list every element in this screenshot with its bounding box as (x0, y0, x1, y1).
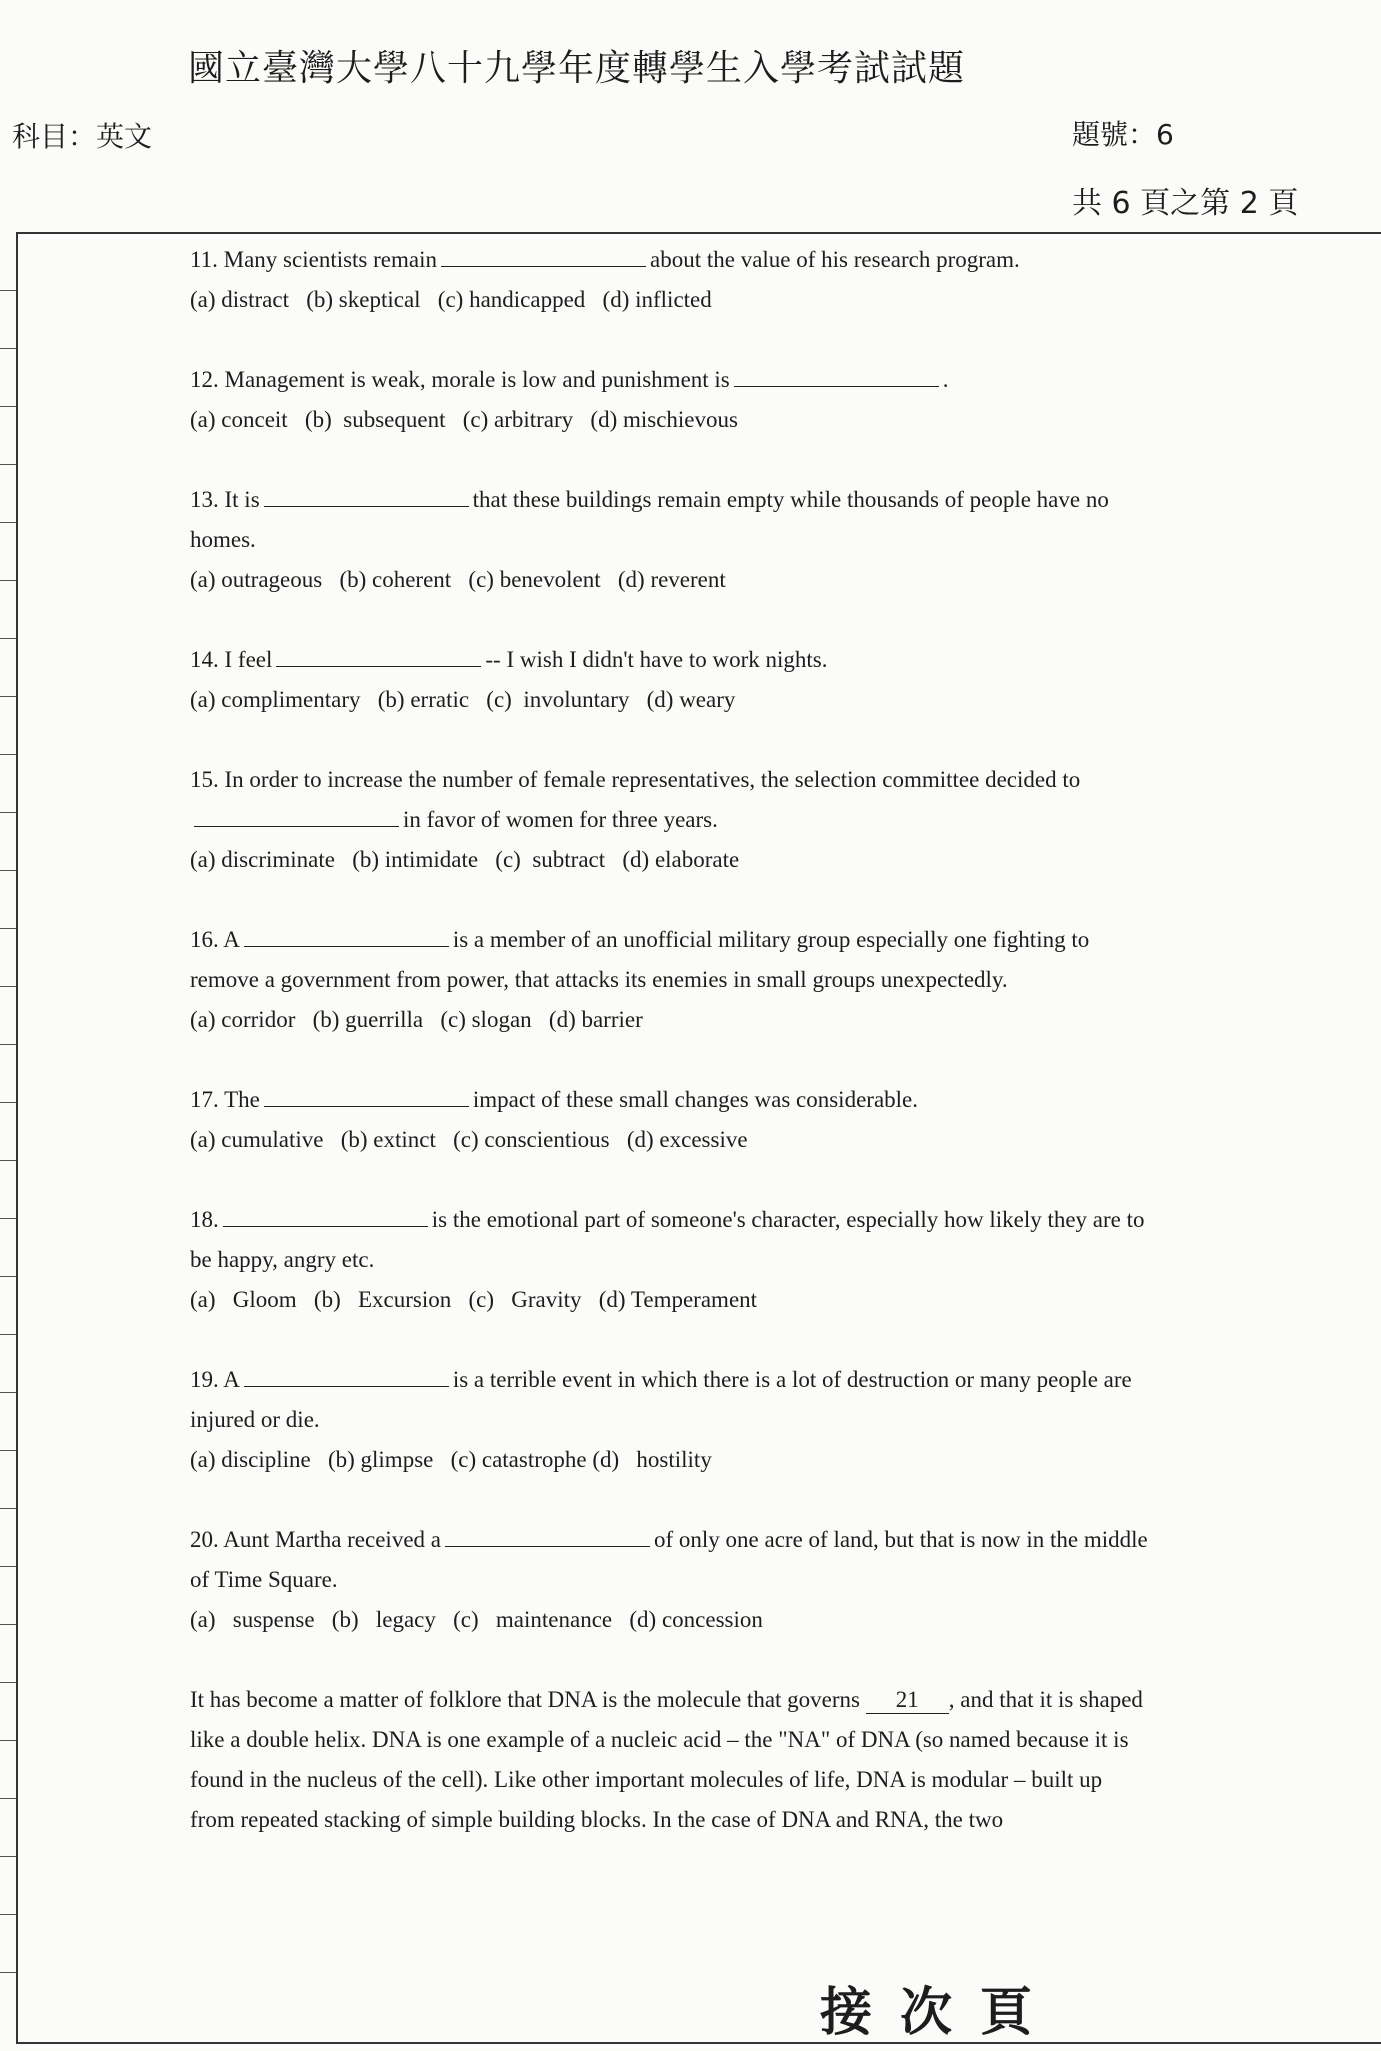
options: (a) complimentary (b) erratic (c) involuntary (d) weary (190, 687, 736, 712)
exam-title: 國立臺灣大學八十九學年度轉學生入學考試試題 (188, 48, 966, 89)
question-19 (190, 1360, 1150, 1480)
question-14 (190, 640, 1150, 720)
subject-label: 科目：英文 (12, 120, 153, 153)
options: (a) conceit (b) subsequent (c) arbitrary (d) mischievous (190, 407, 738, 432)
answer-blank (445, 1524, 650, 1547)
question-number-label: 題號：6 (1072, 118, 1174, 151)
questions-area (190, 240, 1150, 1840)
options: (a) cumulative (b) extinct (c) conscientious (d) excessive (190, 1127, 748, 1152)
margin-ticks (0, 232, 16, 2044)
stem-before: 19. A (190, 1367, 240, 1392)
passage-before: It has become a matter of folklore that DNA is the molecule that governs (190, 1687, 860, 1712)
stem-after: is a member of an unofficial military group especially one fighting to remove a government from power, that attacks its enemies in small groups unexpectedly. (190, 927, 1090, 992)
stem-after: about the value of his research program. (650, 247, 1020, 272)
stem-after: in favor of women for three years. (403, 807, 718, 832)
options: (a) outrageous (b) coherent (c) benevolent (d) reverent (190, 567, 726, 592)
stem-after: -- I wish I didn't have to work nights. (485, 647, 828, 672)
question-13 (190, 480, 1150, 600)
stem-before: 15. In order to increase the number of female representatives, the selection committee decided to (190, 767, 1081, 792)
stem-before: 11. Many scientists remain (190, 247, 437, 272)
answer-blank (223, 1204, 428, 1227)
stem-before: 20. Aunt Martha received a (190, 1527, 441, 1552)
options: (a) Gloom (b) Excursion (c) Gravity (d) Temperament (190, 1287, 758, 1312)
answer-blank (264, 1084, 469, 1107)
stem-before: 13. It is (190, 487, 260, 512)
question-11 (190, 240, 1150, 320)
answer-blank (276, 644, 481, 667)
answer-blank (734, 364, 939, 387)
answer-blank (194, 804, 399, 827)
stem-after: . (942, 367, 949, 392)
stem-before: 12. Management is weak, morale is low and punishment is (190, 367, 730, 392)
answer-blank (244, 924, 449, 947)
stem-after: is the emotional part of someone's character, especially how likely they are to be happy, angry etc. (190, 1207, 1145, 1272)
answer-blank (264, 484, 469, 507)
stem-after: impact of these small changes was considerable. (472, 1087, 918, 1112)
stem-after: is a terrible event in which there is a lot of destruction or many people are injured or die. (190, 1367, 1132, 1432)
passage-after: , and that it is shaped like a double helix. DNA is one example of a nucleic acid – the "NA" of DNA (so named because it is found in the nucleus of the cell). Like other important molecules of life, DNA is modular – built up from repeated stacking of simple building blocks. In the case of DNA and RNA, the two (190, 1687, 1143, 1832)
stem-before: 18. (190, 1207, 219, 1232)
stem-before: 16. A (190, 927, 240, 952)
passage-blank-21: 21 (866, 1687, 949, 1714)
question-20 (190, 1520, 1150, 1640)
question-15 (190, 760, 1150, 880)
options: (a) distract (b) skeptical (c) handicapped (d) inflicted (190, 287, 712, 312)
page-info: 共 6 頁之第 2 頁 (1072, 186, 1299, 221)
stem-before: 17. The (190, 1087, 260, 1112)
reading-passage (190, 1680, 1150, 1840)
question-16 (190, 920, 1150, 1040)
options: (a) discipline (b) glimpse (c) catastrophe (d) hostility (190, 1447, 712, 1472)
answer-blank (441, 244, 646, 267)
question-18 (190, 1200, 1150, 1320)
question-12 (190, 360, 1150, 440)
options: (a) discriminate (b) intimidate (c) subtract (d) elaborate (190, 847, 740, 872)
next-page-stamp: 接次頁 (820, 1982, 1061, 2043)
answer-blank (244, 1364, 449, 1387)
stem-before: 14. I feel (190, 647, 273, 672)
question-17 (190, 1080, 1150, 1160)
stem-after: of only one acre of land, but that is now in the middle of Time Square. (190, 1527, 1148, 1592)
options: (a) corridor (b) guerrilla (c) slogan (d) barrier (190, 1007, 643, 1032)
options: (a) suspense (b) legacy (c) maintenance (d) concession (190, 1607, 763, 1632)
stem-after: that these buildings remain empty while thousands of people have no homes. (190, 487, 1109, 552)
